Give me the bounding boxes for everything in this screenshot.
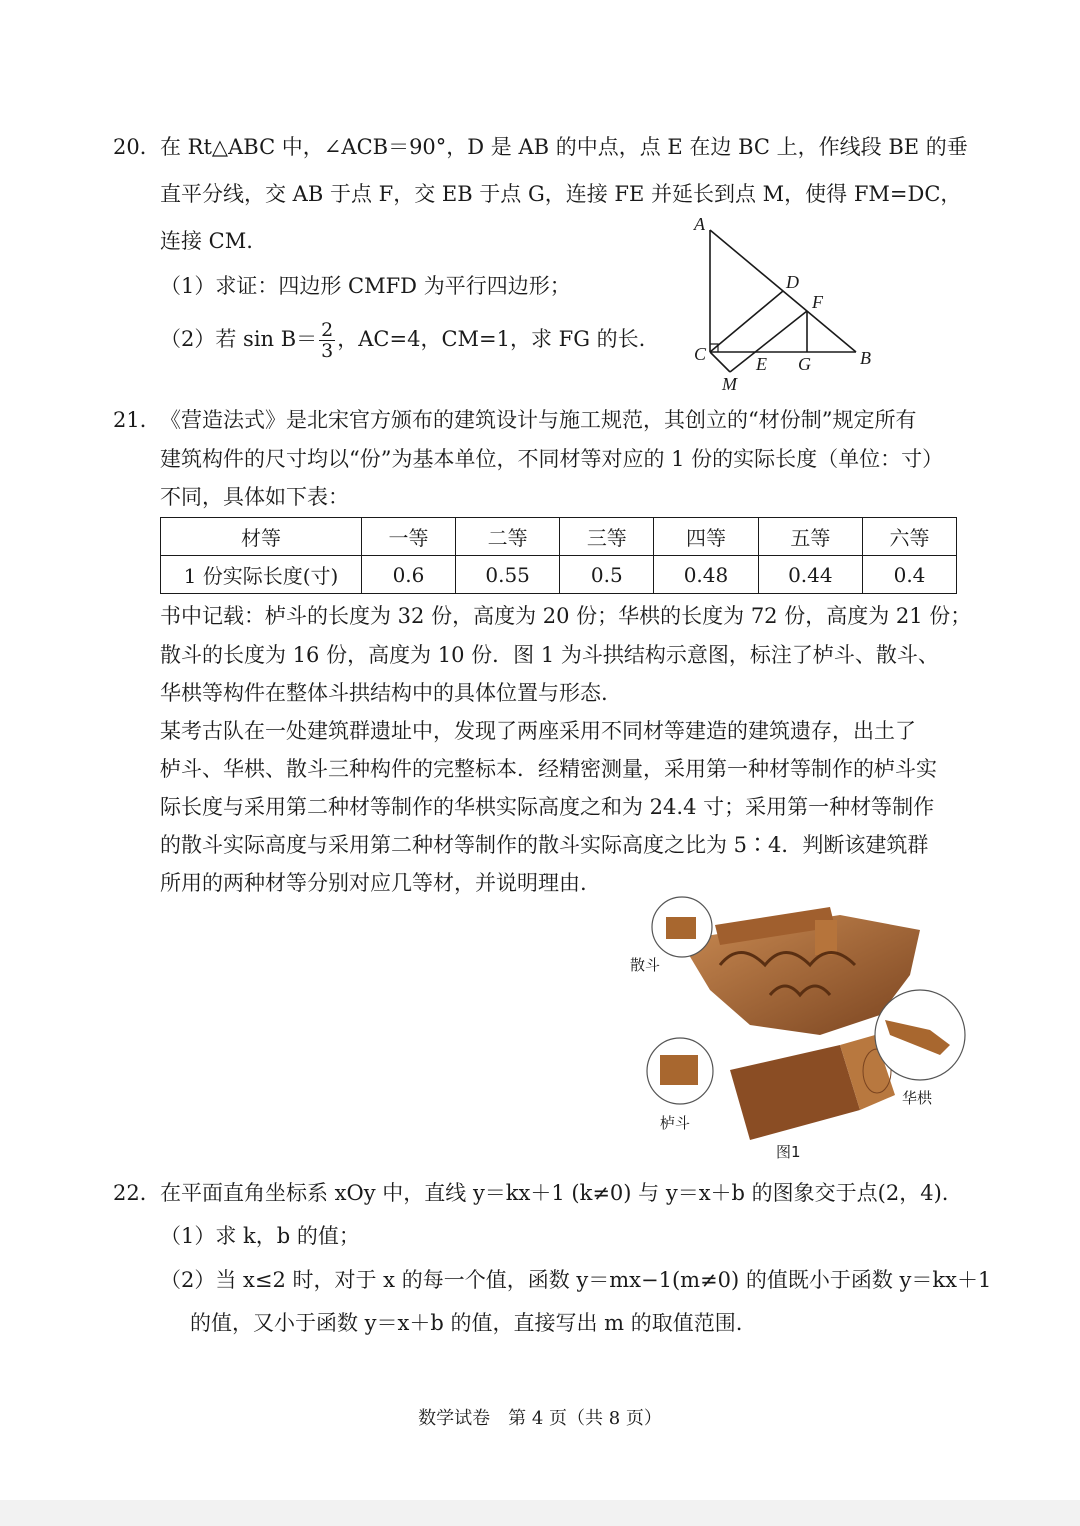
- q21-p3-line2: 栌斗、华栱、散斗三种构件的完整标本．经精密测量，采用第一种材等制作的栌斗实: [160, 757, 937, 781]
- fraction-two-thirds: [319, 320, 335, 361]
- q22-number: 22．: [113, 1181, 161, 1205]
- table-cell: 0.4: [863, 556, 957, 594]
- q20-part2: [160, 317, 645, 361]
- label-b: B: [860, 348, 871, 368]
- label-d: D: [786, 272, 799, 292]
- table-cell: 0.6: [362, 556, 456, 594]
- bottom-edge-band: [0, 1500, 1080, 1526]
- segment-cd: [710, 291, 783, 352]
- table-cell: 0.55: [455, 556, 559, 594]
- table-header-cell: 一等: [362, 518, 456, 556]
- q22-part1: （1）求 k，b 的值；: [160, 1224, 360, 1248]
- label-sandou: 散斗: [630, 956, 661, 974]
- q21-line2: 建筑构件的尺寸均以“份”为基本单位，不同材等对应的 1 份的实际长度（单位：寸）: [160, 447, 944, 471]
- dougong-figure: [620, 895, 970, 1165]
- label-ludou: 栌斗: [660, 1114, 691, 1132]
- center-block: [815, 920, 837, 955]
- q20-line1: 在 Rt△ABC 中，∠ACB＝90°，D 是 AB 的中点，点 E 在边 BC 上，作线段 BE 的垂: [160, 135, 968, 159]
- q20-part2-suffix: ，AC=4，CM=1，求 FG 的长.: [337, 327, 646, 351]
- material-grade-table: [160, 517, 957, 594]
- fraction-denominator: 3: [321, 340, 334, 362]
- q20-part2-prefix: （2）若 sin B＝: [160, 327, 318, 351]
- page-footer: 数学试卷 第 4 页（共 8 页）: [418, 1408, 662, 1429]
- q20-line3: 连接 CM.: [160, 229, 253, 253]
- q21-p3-line3: 际长度与采用第二种材等制作的华栱实际高度之和为 24.4 寸；采用第一种材等制作: [160, 795, 935, 819]
- q21-p2-line2: 散斗的长度为 16 份，高度为 10 份．图 1 为斗拱结构示意图，标注了栌斗、散斗、: [160, 643, 939, 667]
- label-huagong: 华栱: [902, 1089, 933, 1107]
- label-g: G: [798, 354, 811, 374]
- table-cell: 0.44: [758, 556, 862, 594]
- q21-p3-line5: 所用的两种材等分别对应几等材，并说明理由.: [160, 871, 587, 895]
- table-header-cell: 材等: [161, 518, 362, 556]
- q21-number: 21．: [113, 408, 161, 432]
- q21-p3-line1: 某考古队在一处建筑群遗址中，发现了两座采用不同材等建造的建筑遗存，出土了: [160, 719, 916, 743]
- segment-fm: [730, 311, 807, 372]
- table-header-cell: 六等: [863, 518, 957, 556]
- ludou-piece: [660, 1055, 698, 1085]
- label-m: M: [722, 374, 737, 394]
- table-row: [161, 556, 957, 594]
- figure-caption: 图1: [776, 1143, 801, 1161]
- label-a: A: [694, 214, 705, 234]
- table-header-cell: 四等: [654, 518, 758, 556]
- base-beam: [730, 1045, 860, 1140]
- table-cell: 0.5: [560, 556, 654, 594]
- q21-line3: 不同，具体如下表：: [160, 485, 349, 509]
- triangle-figure: [680, 210, 880, 400]
- table-cell: 0.48: [654, 556, 758, 594]
- q22-line1: 在平面直角坐标系 xOy 中，直线 y＝kx＋1 (k≠0) 与 y＝x＋b 的图象交于点(2，4).: [160, 1181, 949, 1205]
- q20-line2: 直平分线，交 AB 于点 F，交 EB 于点 G，连接 FE 并延长到点 M，使得 FM=DC，: [160, 182, 962, 206]
- q22-part2-line1: （2）当 x≤2 时，对于 x 的每一个值，函数 y＝mx−1(m≠0) 的值既小于函数 y＝kx＋1: [160, 1268, 992, 1292]
- q22-part2-line2: 的值，又小于函数 y＝x＋b 的值，直接写出 m 的取值范围.: [190, 1311, 743, 1335]
- table-header-cell: 二等: [455, 518, 559, 556]
- q20-number: 20．: [113, 135, 161, 159]
- q21-p3-line4: 的散斗实际高度与采用第二种材等制作的散斗实际高度之比为 5∶4．判断该建筑群: [160, 833, 929, 857]
- fraction-numerator: 2: [321, 319, 334, 341]
- table-cell: 1 份实际长度(寸): [161, 556, 362, 594]
- q20-part1: （1）求证：四边形 CMFD 为平行四边形；: [160, 274, 571, 298]
- segment-cm: [710, 352, 730, 372]
- label-e: E: [756, 354, 767, 374]
- label-c: C: [694, 344, 707, 364]
- q21-line1: 《营造法式》是北宋官方颁布的建筑设计与施工规范，其创立的“材份制”规定所有: [160, 408, 917, 432]
- sandou-piece: [666, 917, 696, 939]
- q21-p2-line1: 书中记载：栌斗的长度为 32 份，高度为 20 份；华栱的长度为 72 份，高度为 21 份；: [160, 604, 972, 628]
- q21-p2-line3: 华栱等构件在整体斗拱结构中的具体位置与形态.: [160, 681, 608, 705]
- table-header-row: [161, 518, 957, 556]
- label-f: F: [812, 292, 823, 312]
- table-header-cell: 三等: [560, 518, 654, 556]
- table-header-cell: 五等: [758, 518, 862, 556]
